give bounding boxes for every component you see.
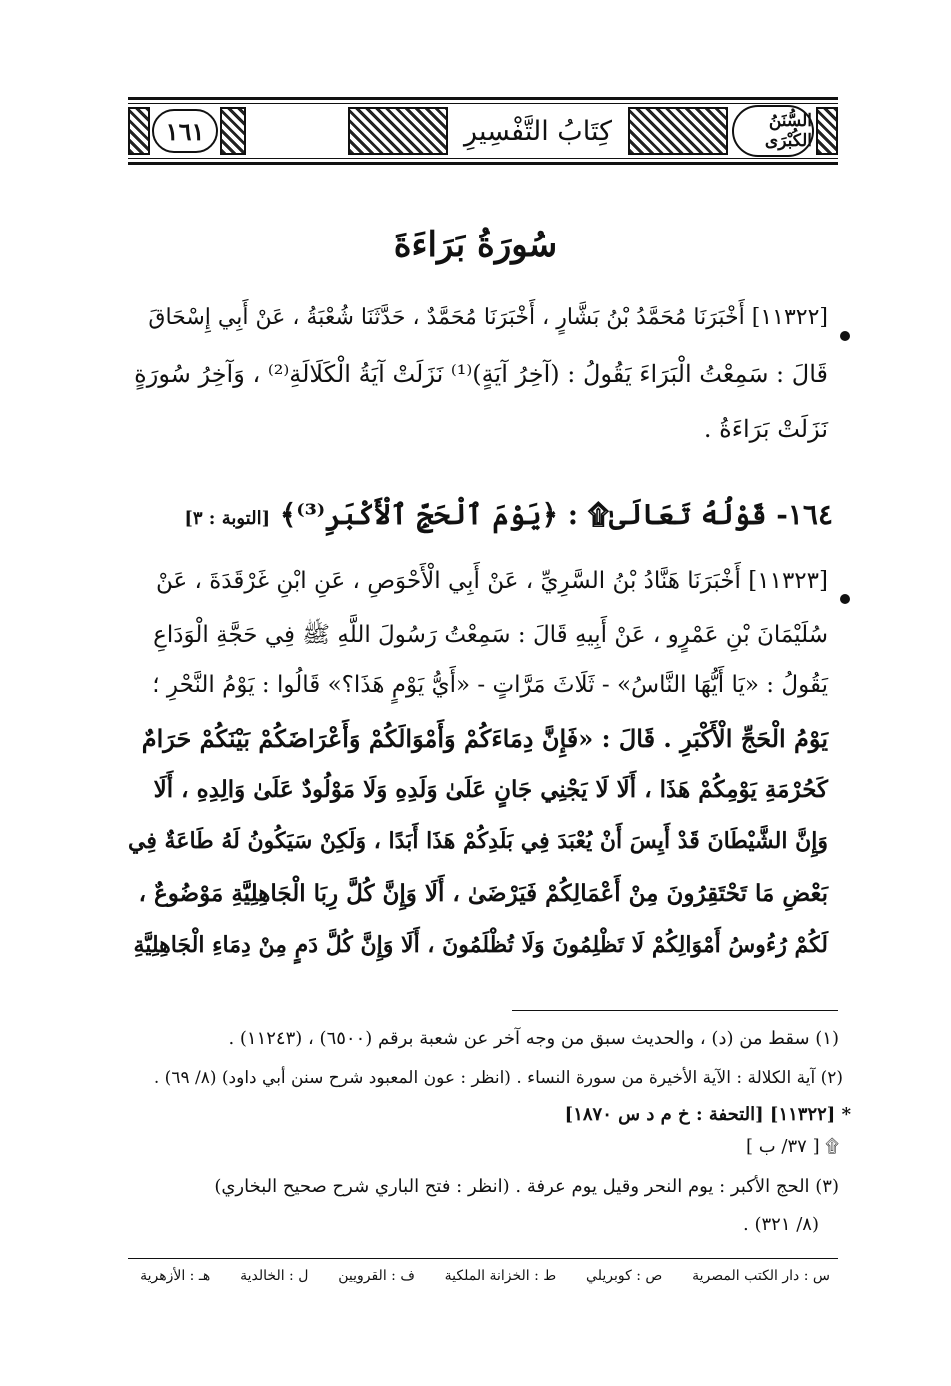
sigla-item: ف : القرويين <box>338 1268 415 1284</box>
hadith-11323 <box>128 568 828 1008</box>
hadith-bullet <box>840 331 850 341</box>
footnote: * [١١٣٢٢] [التحفة : خ م د س ١٨٧٠] <box>564 1104 851 1125</box>
footnote: (٢) آية الكلالة : الآية الأخيرة من سورة النساء . (انظر : عون المعبود شرح سنن أبي داود) (٨/ ٦٩) . <box>153 1068 843 1088</box>
header-top-rule <box>128 97 838 100</box>
header-bottom-rule <box>128 162 838 165</box>
surah-title: سُورَةُ بَرَاءَةَ <box>393 225 558 265</box>
header-ornament <box>348 107 448 155</box>
header-ornament <box>816 107 838 155</box>
hadith-line: نَزَلَتْ بَرَاءَةُ . <box>703 415 828 443</box>
page-number: ١٦١ <box>152 109 218 153</box>
manuscript-sigla <box>140 1268 830 1284</box>
header-ornament <box>128 107 150 155</box>
running-header <box>128 97 838 165</box>
hadith-line: يَقُولُ : «يَا أَيُّهَا النَّاسُ» - ثَلَاثَ مَرَّاتٍ - «أَيُّ يَوْمٍ هَذَا؟» قَالُوا : يَوْمُ النَّحْرِ ؛ <box>152 672 828 698</box>
header-ornament <box>628 107 728 155</box>
hadith-line: كَحُرْمَةِ يَوْمِكُمْ هَذَا ، أَلَا لَا يَجْنِي جَانٍ عَلَىٰ وَلَدِهِ وَلَا مَوْلُودٌ عَلَىٰ وَالِدِهِ ، أَلَا <box>153 776 828 803</box>
quran-reference: [التوبة : ٣] <box>184 508 271 529</box>
footnote: ۩ [ ٣٧/ ب ] <box>746 1136 839 1157</box>
sigla-item: ط : الخزانة الملكية <box>444 1268 557 1284</box>
sigla-item: هـ : الأزهرية <box>140 1268 211 1284</box>
hadith-line: لَكُمْ رُءُوسُ أَمْوَالِكُمْ لَا تَظْلِمُونَ وَلَا تُظْلَمُونَ ، أَلَا وَإِنَّ كُلَّ دَمٍ مِنْ دِمَاءِ الْجَاهِلِيَّةِ <box>133 932 828 958</box>
hadith-line: قَالَ : سَمِعْتُ الْبَرَاءَ يَقُولُ : (آخِرُ آيَةٍ)⁽¹⁾ نَزَلَتْ آيَةُ الْكَلَالَةِ⁽²⁾ ، وَآخِرُ سُورَةٍ <box>134 360 828 388</box>
sigla-item: س : دار الكتب المصرية <box>692 1268 830 1284</box>
hadith-11322 <box>128 305 828 485</box>
chapter-heading <box>184 498 833 532</box>
header-ornament <box>220 107 246 155</box>
hadith-bullet <box>840 594 850 604</box>
book-title: كِتَابُ التَّفْسِيرِ <box>450 109 626 153</box>
hadith-line: [١١٣٢٣] أَخْبَرَنَا هَنَّادُ بْنُ السَّرِيِّ ، عَنْ أَبِي الْأَحْوَصِ ، عَنِ ابْنِ غَرْقَدَةَ ، عَنْ <box>155 568 828 594</box>
footnote-rule <box>512 1010 838 1011</box>
sigla-item: ص : كوبريلي <box>586 1268 663 1284</box>
footer-rule <box>128 1258 838 1259</box>
hadith-line: وَإِنَّ الشَّيْطَانَ قَدْ أَيِسَ أَنْ يُعْبَدَ فِي بَلَدِكُمْ هَذَا أَبَدًا ، وَلَكِنْ سَيَكُونُ لَهُ طَاعَةٌ فِي <box>128 828 828 854</box>
hadith-line: [١١٣٢٢] أَخْبَرَنَا مُحَمَّدُ بْنُ بَشَّارٍ ، أَخْبَرَنَا مُحَمَّدٌ ، حَدَّثَنَا شُعْبَةُ ، عَنْ أَبِي إِسْحَاقَ <box>148 305 828 330</box>
footnote: (٣) الحج الأكبر : يوم النحر وقيل يوم عرفة . (انظر : فتح الباري شرح صحيح البخاري) <box>214 1176 839 1197</box>
hadith-line: يَوْمُ الْحَجِّ الْأَكْبَرِ . قَالَ : «فَإِنَّ دِمَاءَكُمْ وَأَمْوَالَكُمْ وَأَعْرَاضَكُمْ بَيْنَكُمْ حَرَامٌ <box>141 724 828 753</box>
book-seal-logo: السُّنَنُ الكُبْرَى <box>732 105 814 157</box>
sigla-item: ل : الخالدية <box>240 1268 309 1284</box>
hadith-line: سُلَيْمَانَ بْنِ عَمْرٍو ، عَنْ أَبِيهِ قَالَ : سَمِعْتُ رَسُولَ اللَّهِ ﷺ فِي حَجَّةِ الْوَدَاعِ <box>153 622 828 648</box>
chapter-title: ١٦٤- قَوْلُهُ تَعَالَىٰ۩ : ﴿يَوْمَ ٱلْحَجِّ ٱلْأَكْبَرِ⁽³⁾﴾ <box>279 498 833 531</box>
footnote: (٨/ ٣٢١) . <box>743 1214 819 1235</box>
hadith-line: بَعْضِ مَا تَحْتَقِرُونَ مِنْ أَعْمَالِكُمْ فَيَرْضَىٰ ، أَلَا وَإِنَّ كُلَّ رِبَا الْجَاهِلِيَّةِ مَوْضُوعٌ ، <box>138 880 828 907</box>
footnote: (١) سقط من (د) ، والحديث سبق من وجه آخر عن شعبة برقم (٦٥٠٠) ، (١١٢٤٣) . <box>228 1028 839 1049</box>
